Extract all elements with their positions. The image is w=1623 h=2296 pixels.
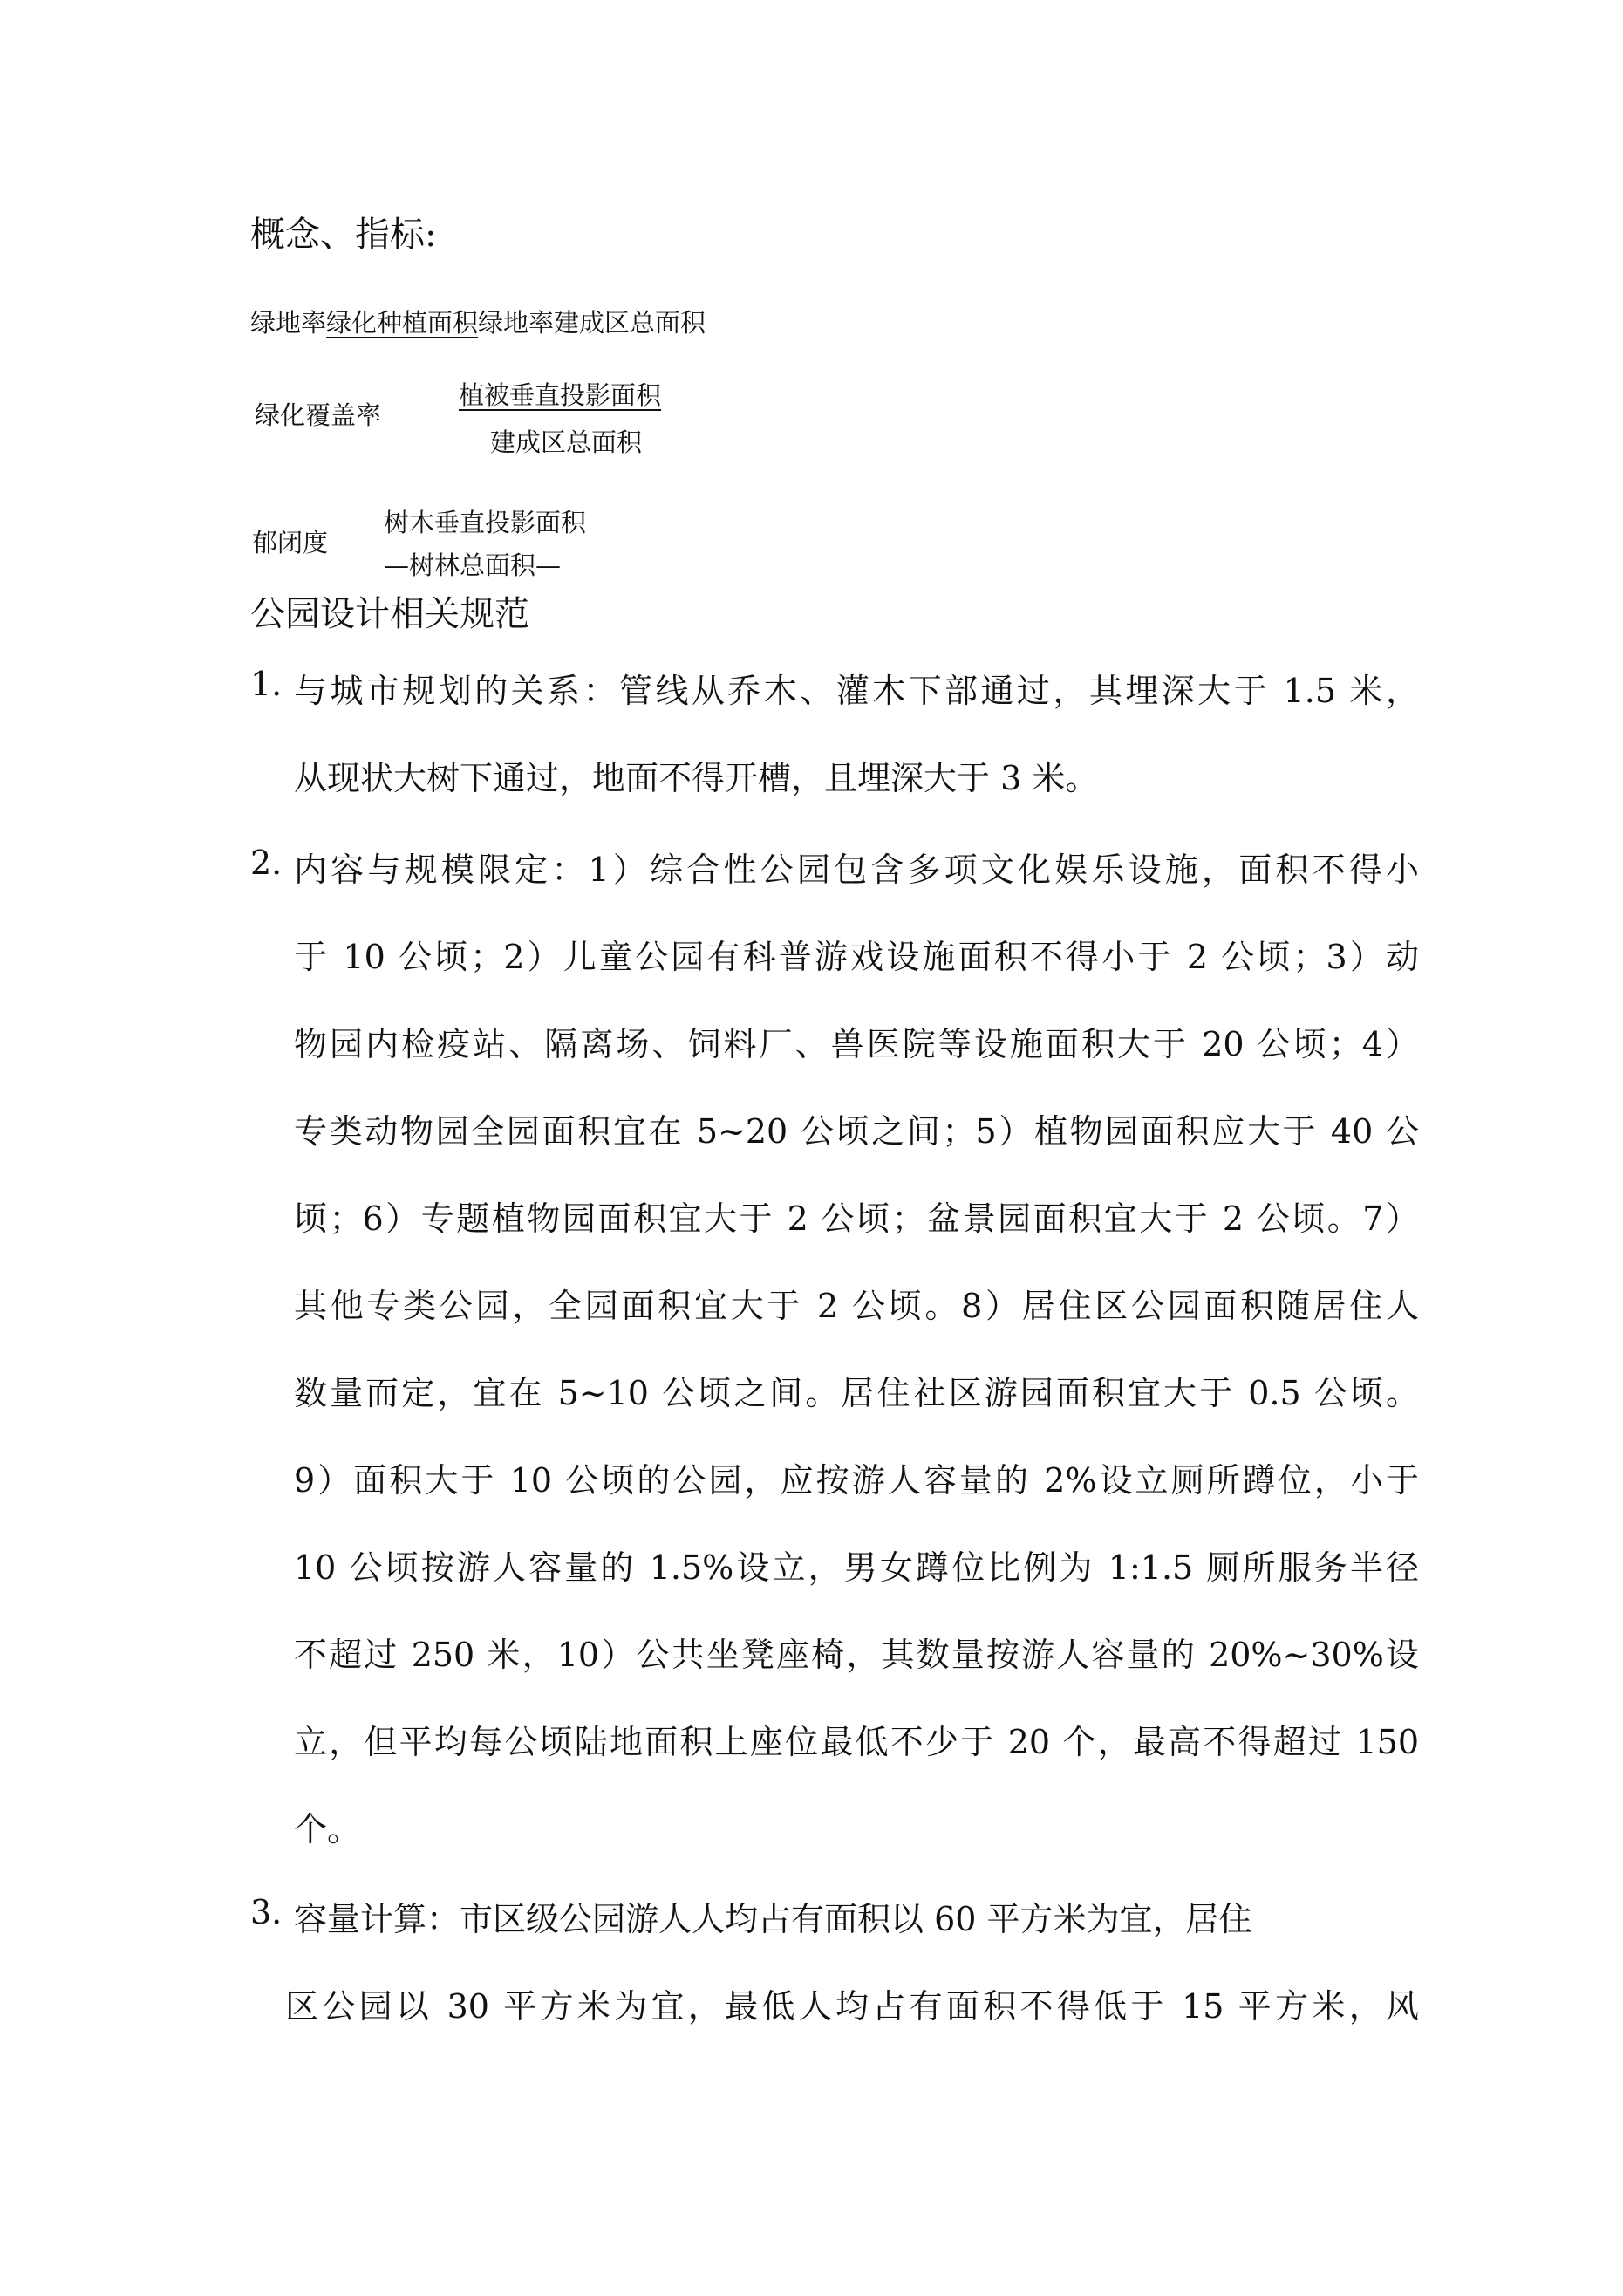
- green-ratio-label-repeat: 绿地率: [478, 308, 555, 338]
- text-line: 专类动物园全园面积宜在 5~20 公顷之间；5）植物园面积应大于 40 公: [294, 1112, 1419, 1151]
- item-number: 3.: [250, 1893, 283, 1931]
- green-ratio-denominator: 建成区总面积: [554, 308, 706, 338]
- text-line: 从现状大树下通过，地面不得开槽，且埋深大于 3 米。: [294, 759, 1099, 797]
- text-line: 9）面积大于 10 公顷的公园，应按游人容量的 2%设立厕所蹲位，小于: [294, 1461, 1419, 1500]
- text-line: 10 公顷按游人容量的 1.5%设立，男女蹲位比例为 1:1.5 厕所服务半径: [294, 1548, 1419, 1587]
- green-coverage-numerator: 植被垂直投影面积: [459, 380, 662, 410]
- canopy-density-denominator: —树林总面积—: [384, 550, 562, 580]
- item-number: 1.: [250, 665, 283, 703]
- text-line: 区公园以 30 平方米为宜，最低人均占有面积不得低于 15 平方米，风: [285, 1987, 1419, 2026]
- concepts-heading: 概念、指标:: [250, 215, 437, 255]
- text-line: 个。: [294, 1810, 361, 1848]
- text-line: 与城市规划的关系：管线从乔木、灌木下部通过，其埋深大于 1.5 米，: [294, 672, 1419, 710]
- text-line: 立，但平均每公顷陆地面积上座位最低不少于 20 个，最高不得超过 150: [294, 1723, 1419, 1761]
- text-line: 顷；6）专题植物园面积宜大于 2 公顷；盆景园面积宜大于 2 公顷。7）: [294, 1199, 1419, 1238]
- text-line: 于 10 公顷；2）儿童公园有科普游戏设施面积不得小于 2 公顷；3）动: [294, 938, 1419, 976]
- item-number: 2.: [250, 844, 283, 882]
- green-coverage-denominator: 建成区总面积: [490, 427, 643, 457]
- text-line: 不超过 250 米，10）公共坐凳座椅，其数量按游人容量的 20%~30%设: [294, 1636, 1419, 1674]
- item-text: [294, 844, 1419, 1890]
- item-text: [294, 665, 1419, 839]
- green-ratio-numerator: 绿化种植面积: [326, 308, 479, 338]
- canopy-density-label: 郁闭度: [252, 528, 329, 557]
- green-ratio-label: 绿地率: [250, 308, 327, 338]
- green-coverage-label: 绿化覆盖率: [255, 400, 382, 430]
- text-line: 内容与规模限定：1）综合性公园包含多项文化娱乐设施，面积不得小: [294, 851, 1419, 889]
- text-line: 物园内检疫站、隔离场、饲料厂、兽医院等设施面积大于 20 公顷；4）: [294, 1025, 1419, 1063]
- text-line: 其他专类公园，全园面积宜大于 2 公顷。8）居住区公园面积随居住人: [294, 1287, 1419, 1325]
- canopy-density-numerator: 树木垂直投影面积: [384, 508, 587, 537]
- green-ratio-formula: [250, 304, 706, 339]
- item-text: [285, 1893, 1419, 2067]
- text-line: 容量计算：市区级公园游人人均占有面积以 60 平方米为宜，居住: [294, 1900, 1252, 1938]
- text-line: 数量而定，宜在 5~10 公顷之间。居住社区游园面积宜大于 0.5 公顷。: [294, 1374, 1419, 1412]
- section-title: 公园设计相关规范: [250, 594, 529, 634]
